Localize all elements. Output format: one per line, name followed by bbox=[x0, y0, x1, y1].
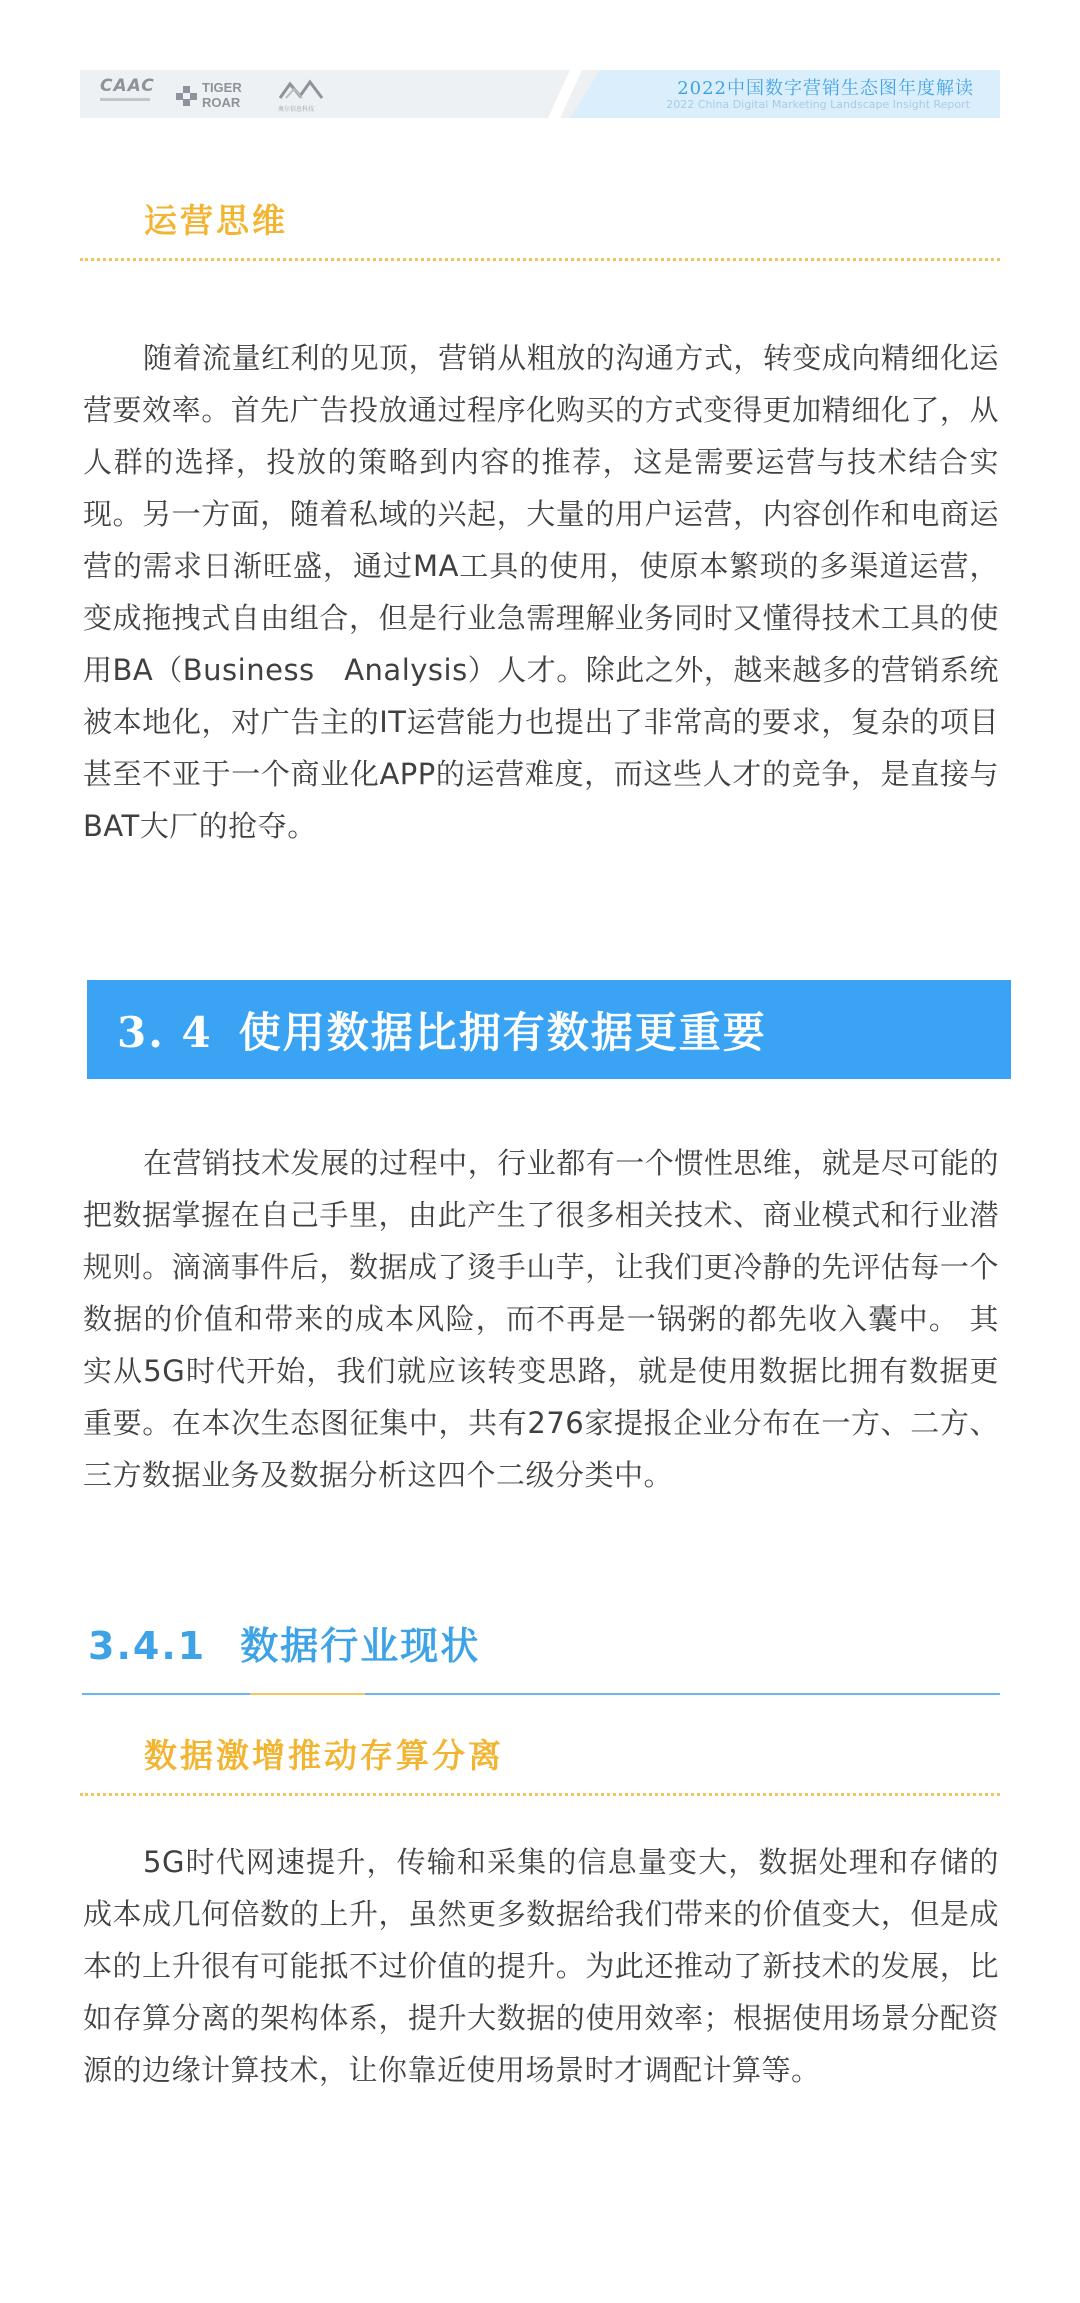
section-title-operations: 运营思维 bbox=[144, 201, 288, 240]
paragraph-operations bbox=[83, 332, 999, 852]
tiger-roar-icon bbox=[176, 86, 198, 106]
chapter-number: 3. 4 bbox=[117, 1008, 213, 1057]
tiger-roar-line2: ROAR bbox=[202, 95, 241, 110]
caac-logo-underline bbox=[100, 98, 150, 101]
partner-logo-text: 奥尔信息科技 bbox=[278, 106, 315, 113]
paragraph-data bbox=[83, 1836, 999, 2096]
report-subtitle: 2022 China Digital Marketing Landscape Insight Report bbox=[666, 98, 970, 111]
subsection-underline-accent bbox=[250, 1693, 365, 1695]
paragraph-chapter-text: 在营销技术发展的过程中，行业都有一个惯性思维，就是尽可能的把数据掌握在自己手里，由此产生了很多相关技术、商业模式和行业潜规则。滴滴事件后，数据成了烫手山芋，让我们更冷静的先评估每一个数据的价值和带来的成本风险，而不再是一锅粥的都先收入囊中。 其实从5G时代开始，我们就应该转变思路，就是使用数据比拥有数据更重要。在本次生态图征集中，共有276家提报企业分布在一方、二方、三方数据业务及数据分析这四个二级分类中。 bbox=[83, 1146, 999, 1492]
subsection-underline bbox=[82, 1693, 1000, 1695]
paragraph-data-text: 5G时代网速提升，传输和采集的信息量变大，数据处理和存储的成本成几何倍数的上升，虽然更多数据给我们带来的价值变大，但是成本的上升很有可能抵不过价值的提升。为此还推动了新技术的发展，比如存算分离的架构体系，提升大数据的使用效率；根据使用场景分配资源的边缘计算技术，让你靠近使用场景时才调配计算等。 bbox=[83, 1845, 999, 2087]
chapter-title: 使用数据比拥有数据更重要 bbox=[238, 1008, 767, 1057]
mountain-icon bbox=[278, 78, 324, 102]
dotted-divider bbox=[80, 1793, 1000, 1796]
tiger-roar-line1: TIGER bbox=[202, 80, 242, 95]
subsection-number: 3.4.1 bbox=[88, 1624, 207, 1668]
report-title: 2022中国数字营销生态图年度解读 bbox=[677, 78, 974, 99]
subsection-heading bbox=[88, 1615, 480, 1670]
partner-logo bbox=[278, 78, 338, 114]
chapter-heading-bar bbox=[87, 980, 1011, 1079]
paragraph-operations-text: 随着流量红利的见顶，营销从粗放的沟通方式，转变成向精细化运营要效率。首先广告投放通过程序化购买的方式变得更加精细化了，从人群的选择，投放的策略到内容的推荐，这是需要运营与技术结合实现。另一方面，随着私域的兴起，大量的用户运营，内容创作和电商运营的需求日渐旺盛，通过MA工具的使用，使原本繁琐的多渠道运营，变成拖拽式自由组合，但是行业急需理解业务同时又懂得技术工具的使用BA（Business Analysis）人才。除此之外，越来越多的营销系统被本地化，对广告主的IT运营能力也提出了非常高的要求，复杂的项目甚至不亚于一个商业化APP的运营难度，而这些人才的竞争，是直接与BAT大厂的抢夺。 bbox=[83, 341, 999, 843]
paragraph-chapter bbox=[83, 1137, 999, 1501]
dotted-divider bbox=[80, 258, 1000, 261]
chapter-heading bbox=[117, 1000, 767, 1060]
section-title-data: 数据激增推动存算分离 bbox=[144, 1736, 504, 1775]
tiger-roar-wordmark bbox=[202, 80, 242, 110]
subsection-title: 数据行业现状 bbox=[240, 1624, 481, 1668]
header-banner bbox=[80, 70, 1000, 118]
caac-logo: CAAC bbox=[100, 76, 155, 96]
tiger-roar-logo bbox=[176, 76, 246, 112]
